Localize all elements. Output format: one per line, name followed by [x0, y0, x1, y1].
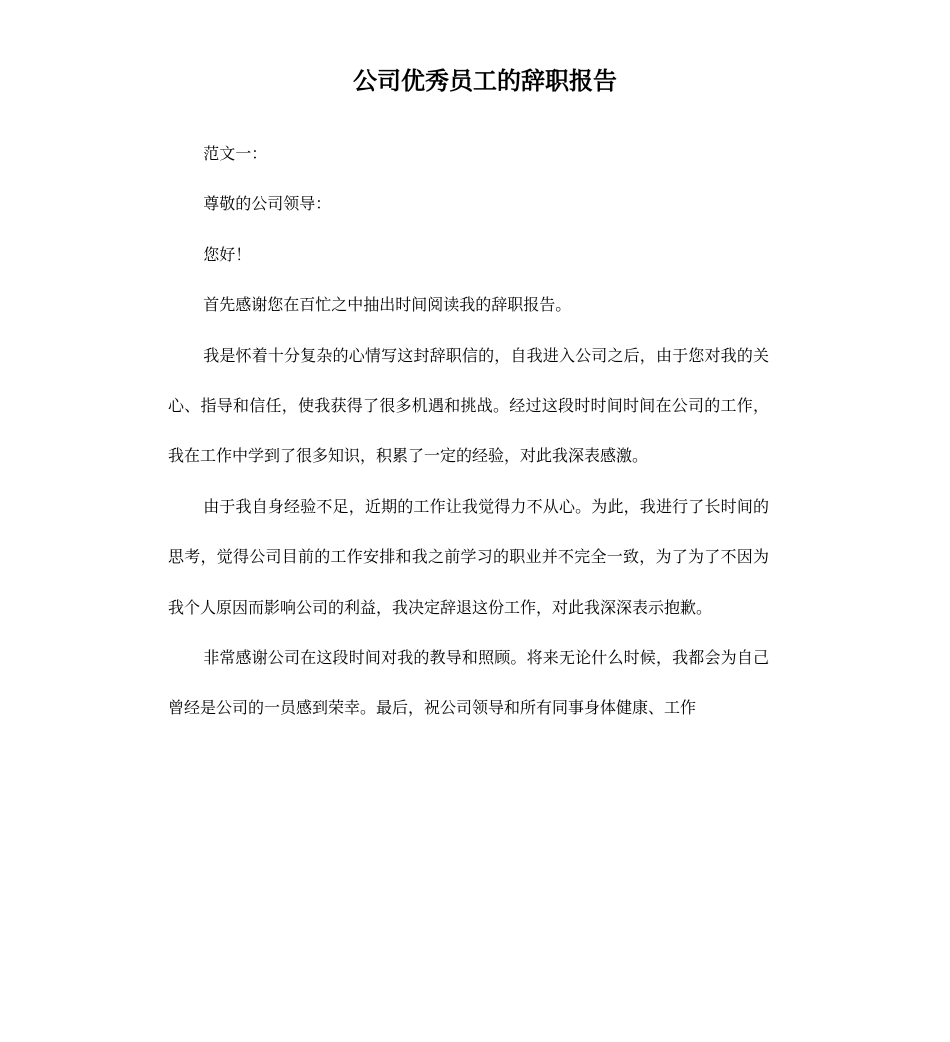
- paragraph-hello: 您好！: [203, 244, 252, 264]
- paragraph-reason-intro: 我是怀着十分复杂的心情写这封辞职信的，自我进入公司之后，由于您对我的关心、指导和信任，使我获得了很多机遇和挑战。经过这段时时间时间在公司的工作，我在工作中学到了很多知识，积累了一定的经验，对此我深表感激。: [168, 345, 769, 466]
- paragraph-thanks: 首先感谢您在百忙之中抽出时间阅读我的辞职报告。: [203, 295, 572, 315]
- paragraph-salutation: 尊敬的公司领导：: [203, 194, 332, 214]
- document-body: [168, 129, 769, 734]
- document-title: 公司优秀员工的辞职报告: [353, 67, 617, 95]
- paragraph-closing: 非常感谢公司在这段时间对我的教导和照顾。将来无论什么时候，我都会为自己曾经是公司的一员感到荣幸。最后，祝公司领导和所有同事身体健康、工作: [168, 648, 769, 718]
- paragraph-reason-detail: 由于我自身经验不足，近期的工作让我觉得力不从心。为此，我进行了长时间的思考，觉得公司目前的工作安排和我之前学习的职业并不完全一致，为了为了不因为我个人原因而影响公司的利益，我决定辞退这份工作，对此我深深表示抱歉。: [168, 496, 769, 617]
- paragraph-greeting-label: 范文一：: [203, 144, 268, 163]
